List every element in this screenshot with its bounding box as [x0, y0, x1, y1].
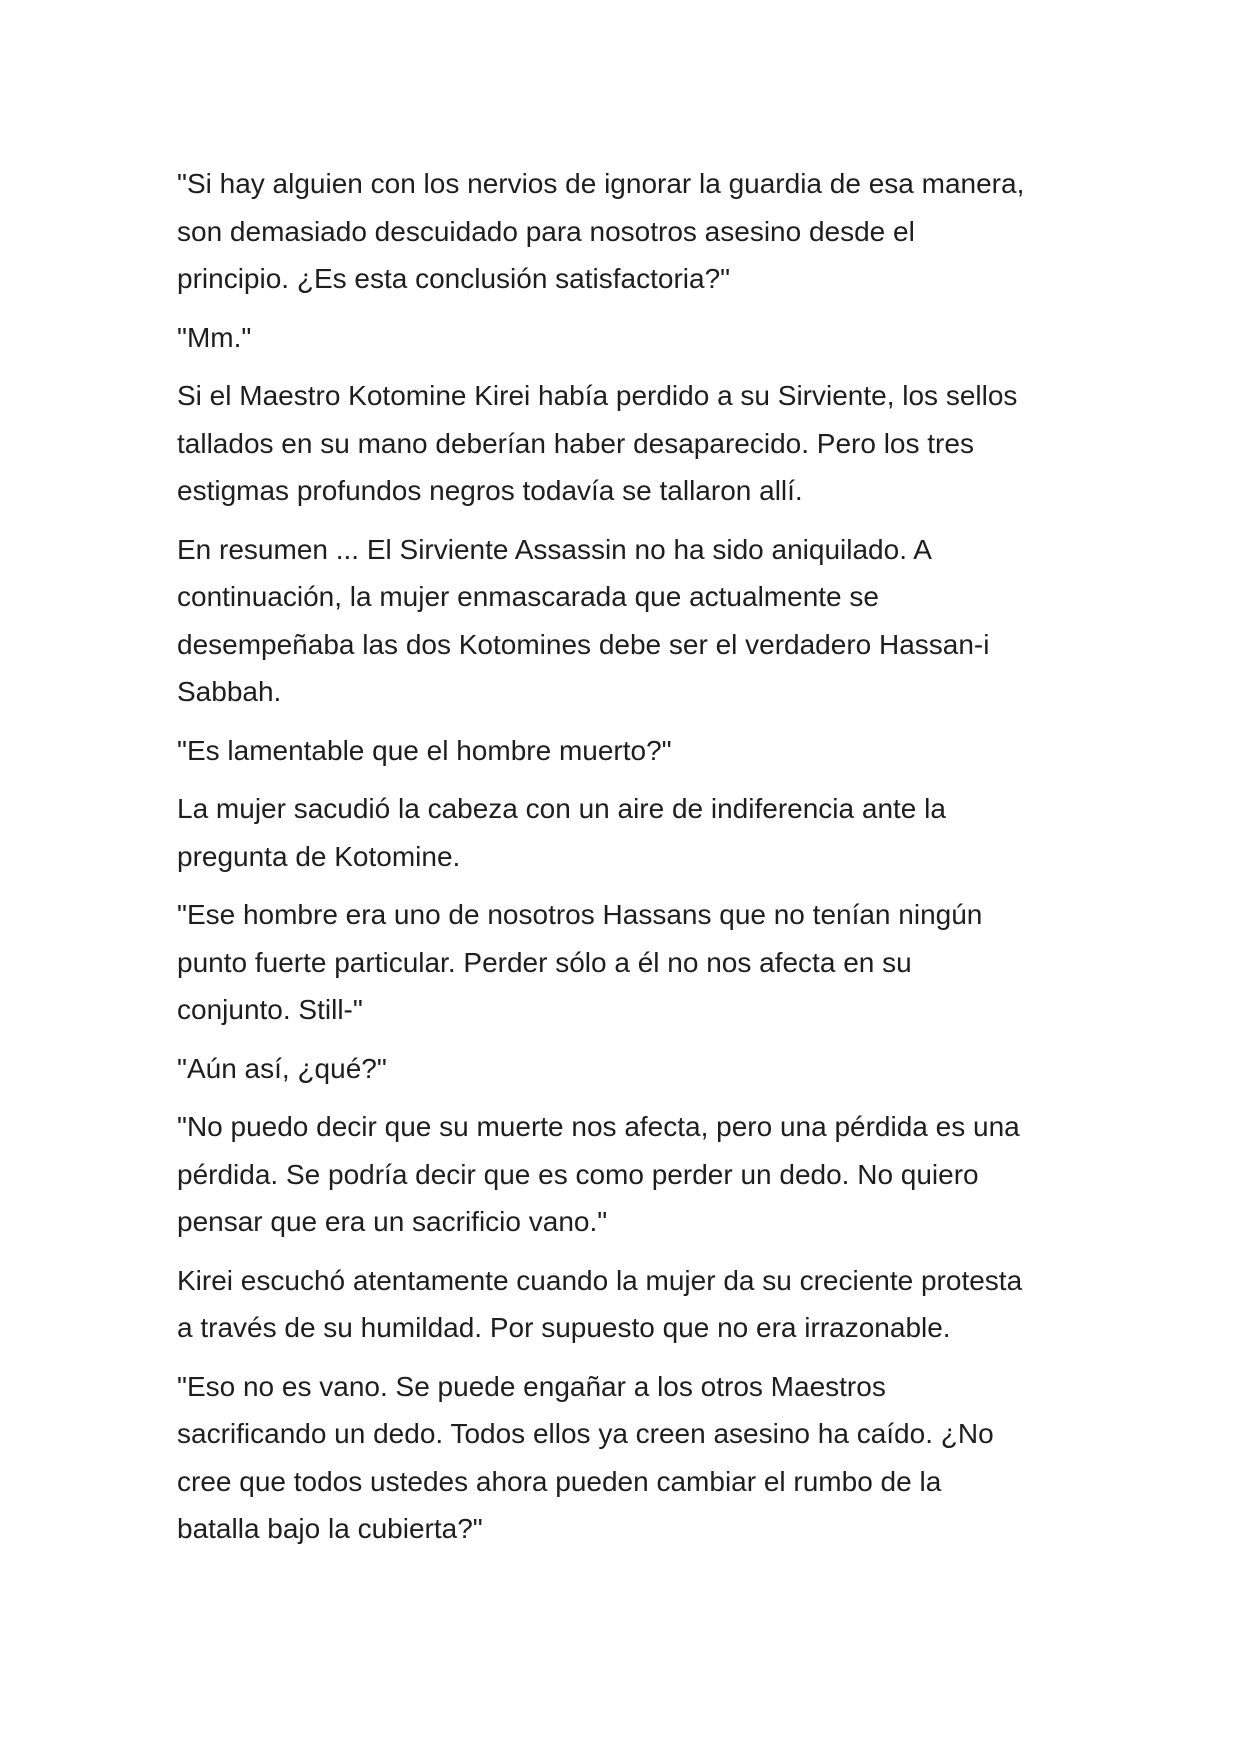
paragraph-11: "Eso no es vano. Se puede engañar a los otros Maestros sacrificando un dedo. Todos ellos ya creen asesino ha caído. ¿No cree que todos ustedes ahora pueden cambiar el rumbo de la batalla bajo la cubierta?" — [177, 1370, 994, 1544]
paragraph-6: La mujer sacudió la cabeza con un aire de indiferencia ante la pregunta de Kotomine. — [177, 793, 946, 872]
paragraph-1: "Si hay alguien con los nervios de ignorar la guardia de esa manera, son demasiado descuidado para nosotros asesino desde el principio. ¿Es esta conclusión satisfactoria?" — [177, 168, 1025, 294]
paragraph-9: "No puedo decir que su muerte nos afecta, pero una pérdida es una pérdida. Se podría decir que es como perder un dedo. No quiero pensar que era un sacrificio vano." — [177, 1111, 1020, 1237]
paragraph-10: Kirei escuchó atentamente cuando la mujer da su creciente protesta a través de su humildad. Por supuesto que no era irrazonable. — [177, 1264, 1023, 1343]
paragraph-3: Si el Maestro Kotomine Kirei había perdido a su Sirviente, los sellos tallados en su mano deberían haber desaparecido. Pero los tres estigmas profundos negros todavía se tallaron allí. — [177, 380, 1018, 506]
body-text — [177, 160, 1077, 1564]
paragraph-7: "Ese hombre era uno de nosotros Hassans que no tenían ningún punto fuerte particular. Perder sólo a él no nos afecta en su conjunto. Still-" — [177, 899, 983, 1025]
paragraph-4: En resumen ... El Sirviente Assassin no ha sido aniquilado. A continuación, la mujer enmascarada que actualmente se desempeñaba las dos Kotomines debe ser el verdadero Hassan-i Sabbah. — [177, 533, 990, 707]
paragraph-5: "Es lamentable que el hombre muerto?" — [177, 734, 672, 766]
paragraph-8: "Aún así, ¿qué?" — [177, 1052, 387, 1084]
paragraph-2: "Mm." — [177, 321, 252, 353]
